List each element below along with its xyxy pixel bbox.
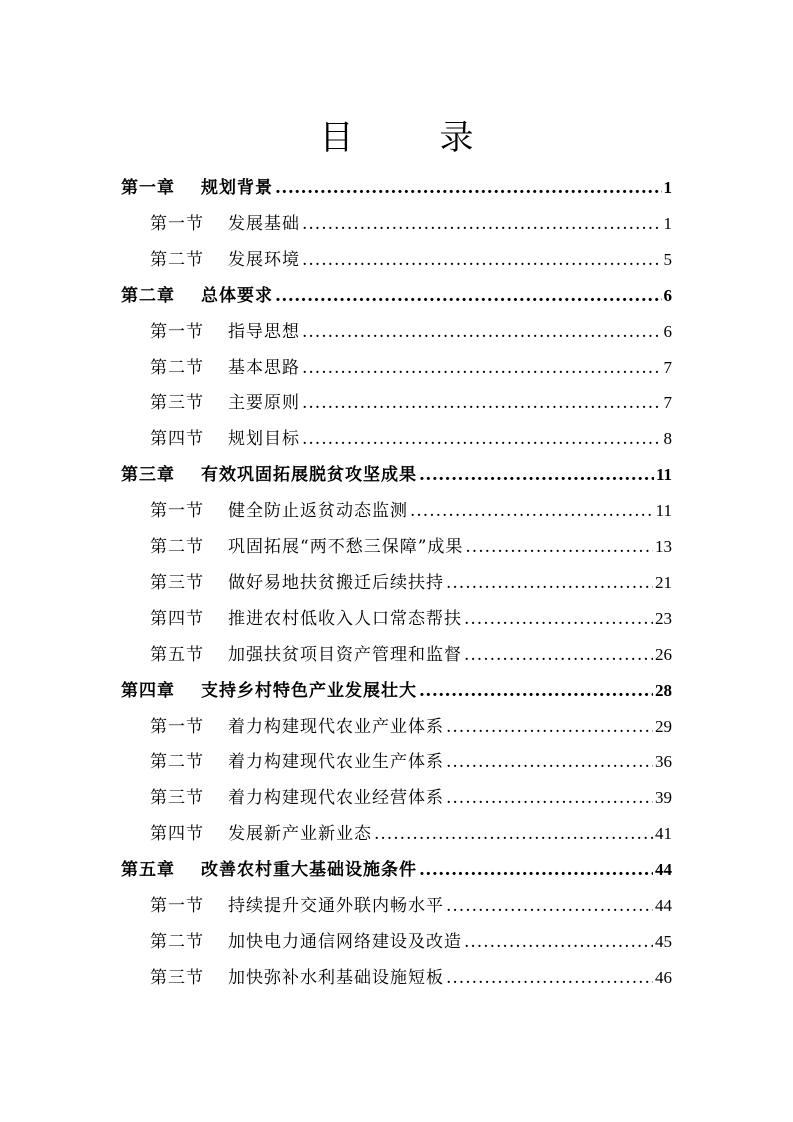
toc-section-entry[interactable]	[150, 565, 672, 601]
page-number: 6	[663, 285, 672, 305]
toc-entry-label	[150, 421, 300, 457]
toc-entry-label	[150, 350, 300, 386]
toc-entry-label	[150, 960, 444, 996]
page-title	[0, 110, 793, 159]
toc-entry-label	[150, 924, 462, 960]
dot-leader	[464, 637, 653, 673]
section-title: 加快弥补水利基础设施短板	[228, 967, 444, 988]
section-title: 主要原则	[228, 393, 300, 414]
toc-entry-label	[150, 601, 462, 637]
toc-section-entry[interactable]	[150, 601, 672, 637]
toc-entry-label	[150, 385, 300, 421]
dot-leader	[419, 457, 654, 493]
toc-entry-label	[150, 493, 408, 529]
page-number: 21	[655, 572, 672, 592]
title-char-2: 录	[439, 118, 474, 158]
section-title: 发展新产业新业态	[228, 824, 372, 845]
toc-section-entry[interactable]	[150, 242, 672, 278]
section-title: 指导思想	[228, 321, 300, 342]
section-number: 第二节	[150, 357, 204, 378]
section-title: 基本思路	[228, 357, 300, 378]
toc-entry-label	[150, 314, 300, 350]
toc-entry-label	[150, 206, 300, 242]
toc-entry-label	[150, 780, 444, 816]
page-number: 46	[655, 967, 672, 987]
toc-section-entry[interactable]	[150, 314, 672, 350]
toc-entry-label	[150, 529, 463, 565]
section-title: 健全防止返贫动态监测	[228, 501, 408, 522]
toc-section-entry[interactable]	[150, 206, 672, 242]
toc-entry-label	[121, 852, 417, 888]
dot-leader	[374, 816, 653, 852]
page-number: 11	[655, 465, 672, 485]
section-number: 第五节	[150, 644, 204, 665]
dot-leader	[275, 170, 662, 206]
page-number: 7	[663, 393, 672, 413]
toc-entry-label	[150, 816, 372, 852]
page-number: 5	[663, 249, 672, 269]
page-number: 39	[655, 788, 672, 808]
dot-leader	[446, 960, 653, 996]
section-title: 发展基础	[228, 213, 300, 234]
toc-entry-label	[150, 709, 444, 745]
page-number: 1	[663, 178, 672, 197]
toc-section-entry[interactable]	[150, 385, 672, 421]
section-title: 巩固拓展“两不愁三保障”成果	[228, 537, 464, 557]
chapter-title: 规划背景	[201, 178, 273, 198]
toc-entry-label	[121, 457, 417, 493]
dot-leader	[302, 421, 662, 457]
title-char-1: 目	[319, 118, 354, 158]
section-number: 第三节	[150, 967, 204, 988]
toc-entry-label	[150, 888, 444, 924]
toc-section-entry[interactable]	[150, 924, 672, 960]
toc-entry-label	[150, 242, 300, 278]
toc-section-entry[interactable]	[150, 637, 672, 673]
section-title: 做好易地扶贫搬迁后续扶持	[228, 572, 444, 593]
section-number: 第一节	[150, 321, 204, 342]
toc-section-entry[interactable]	[150, 421, 672, 457]
dot-leader	[446, 565, 653, 601]
dot-leader	[446, 709, 653, 745]
toc-chapter-entry[interactable]	[121, 673, 672, 709]
page-number: 1	[663, 213, 672, 233]
toc-section-entry[interactable]	[150, 960, 672, 996]
section-number: 第一节	[150, 716, 204, 737]
page-number: 45	[655, 931, 672, 951]
section-title: 推进农村低收入人口常态帮扶	[228, 608, 462, 629]
chapter-number: 第四章	[121, 680, 175, 701]
section-number: 第一节	[150, 896, 204, 916]
toc-section-entry[interactable]	[150, 493, 672, 529]
dot-leader	[275, 278, 662, 314]
section-number: 第二节	[150, 537, 204, 557]
page-number: 11	[655, 501, 672, 521]
dot-leader	[302, 314, 662, 350]
toc-chapter-entry[interactable]	[121, 852, 672, 888]
section-title: 发展环境	[228, 249, 300, 270]
toc-entry-label	[121, 278, 273, 314]
page-number: 7	[663, 357, 672, 377]
dot-leader	[446, 888, 653, 924]
dot-leader	[302, 385, 662, 421]
toc-section-entry[interactable]	[150, 350, 672, 386]
section-number: 第一节	[150, 213, 204, 234]
toc-section-entry[interactable]	[150, 709, 672, 745]
toc-chapter-entry[interactable]	[121, 170, 672, 206]
toc-section-entry[interactable]	[150, 744, 672, 780]
chapter-number: 第五章	[121, 860, 175, 881]
section-number: 第四节	[150, 608, 204, 629]
section-title: 着力构建现代农业经营体系	[228, 788, 444, 809]
page-number: 26	[655, 644, 672, 664]
section-number: 第三节	[150, 393, 204, 414]
section-number: 第四节	[150, 429, 204, 450]
section-title: 着力构建现代农业生产体系	[228, 752, 444, 773]
toc-section-entry[interactable]	[150, 888, 672, 924]
section-number: 第二节	[150, 249, 204, 270]
section-title: 着力构建现代农业产业体系	[228, 716, 444, 737]
section-title: 规划目标	[228, 429, 300, 450]
dot-leader	[446, 780, 653, 816]
toc-section-entry[interactable]	[150, 529, 672, 565]
page-number: 44	[655, 896, 672, 915]
toc-entry-label	[150, 637, 462, 673]
section-title: 加强扶贫项目资产管理和监督	[228, 644, 462, 665]
section-title: 持续提升交通外联内畅水平	[228, 896, 444, 916]
section-number: 第一节	[150, 501, 204, 522]
page-number: 41	[655, 824, 672, 844]
chapter-title: 改善农村重大基础设施条件	[201, 860, 417, 881]
dot-leader	[465, 529, 653, 565]
dot-leader	[446, 744, 653, 780]
dot-leader	[419, 673, 653, 709]
chapter-title: 支持乡村特色产业发展壮大	[201, 680, 417, 701]
toc-entry-label	[121, 673, 417, 709]
dot-leader	[464, 601, 653, 637]
page-number: 23	[655, 608, 672, 628]
page-number: 13	[655, 537, 672, 556]
toc-chapter-entry[interactable]	[121, 278, 672, 314]
section-number: 第三节	[150, 572, 204, 593]
section-number: 第二节	[150, 931, 204, 952]
chapter-title: 有效巩固拓展脱贫攻坚成果	[201, 465, 417, 486]
toc-chapter-entry[interactable]	[121, 457, 672, 493]
chapter-number: 第二章	[121, 285, 175, 306]
dot-leader	[302, 350, 662, 386]
toc-section-entry[interactable]	[150, 780, 672, 816]
dot-leader	[464, 924, 653, 960]
section-number: 第四节	[150, 824, 204, 845]
toc-entry-label	[150, 744, 444, 780]
toc-section-entry[interactable]	[150, 816, 672, 852]
dot-leader	[302, 242, 662, 278]
section-number: 第二节	[150, 752, 204, 773]
page-number: 28	[655, 680, 672, 700]
dot-leader	[419, 852, 653, 888]
chapter-title: 总体要求	[201, 285, 273, 306]
section-number: 第三节	[150, 788, 204, 809]
chapter-number: 第三章	[121, 465, 175, 486]
page-number: 6	[663, 321, 672, 341]
page-number: 44	[655, 860, 672, 880]
toc-entry-label	[150, 565, 444, 601]
toc-entry-label	[121, 170, 273, 206]
dot-leader	[302, 206, 662, 242]
section-title: 加快电力通信网络建设及改造	[228, 931, 462, 952]
chapter-number: 第一章	[121, 178, 175, 198]
page-number: 29	[655, 716, 672, 736]
page-number: 36	[655, 752, 672, 772]
dot-leader	[410, 493, 654, 529]
page-number: 8	[663, 429, 672, 449]
